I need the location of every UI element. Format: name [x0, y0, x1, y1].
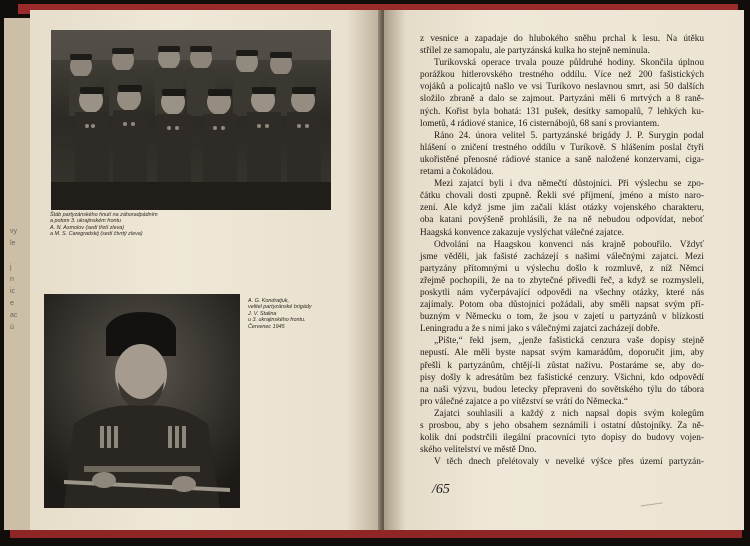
text-line: jsme věděli, jak fašisté zacházejí s našimi válečnými zajatci. Mezi — [420, 251, 704, 262]
text-line: Odvolání na Haagskou konvenci nás krajně pobouřilo. Vždyť — [434, 239, 704, 250]
text-line: čátku chovali dosti zpupně. Řekli své příjmení, jméno a místo naro- — [420, 191, 704, 202]
strip-letter: n — [10, 276, 14, 283]
text-line: ných. Kořist byla bohatá: 131 pušek, desítky samopalů, 7 lehkých ku- — [420, 106, 704, 117]
text-line: retami a čokoládou. — [420, 167, 494, 178]
text-line: „Pište,“ řekl jsem, „jenže fašistická cenzura vaše dopisy stejně — [434, 336, 704, 347]
text-line: oba katani povýšeně prohlásili, že na ně nebudou odpovídat, neboť — [420, 215, 704, 226]
text-line: vojáků a policajtů našlo ve vsi Turíkovo neslavnou smrt, asi 50 dalších — [420, 82, 704, 93]
text-line: Turíkovská operace trvala pouze půldruhé hodiny. Skončila úplnou — [434, 58, 704, 69]
text-line: Leningradu a že s nimi jako s válečnými zajatci zacházejí dobře. — [420, 324, 660, 335]
text-line: na naši výzvu, budou letecky přepraveni do sovětského týlu do tábora — [420, 384, 704, 395]
strip-letter: e — [10, 300, 14, 307]
page-body-text — [420, 33, 704, 468]
caption-line: Štáb partyzánského hnutí na záhoradpádním — [50, 212, 158, 218]
strip-letter: ac — [10, 312, 18, 319]
portrait-photo — [44, 294, 240, 508]
strip-letter: j — [10, 264, 12, 271]
text-line: Zajatci souhlasili a každý z nich napsal dopis svým kolegům — [434, 408, 704, 419]
text-line: Haagská konvence zakazuje vyslýchat válečné zajatce. — [420, 227, 624, 238]
caption-line: u 3. ukrajinského frontu. — [248, 317, 306, 324]
group-photo-icon — [51, 30, 331, 210]
caption-line: a potom 3. ukrajinském frontu — [50, 218, 122, 225]
text-line: s prosbou, aby s jeho obsahem seznámili i ostatní důstojníky. Za ně- — [420, 421, 704, 431]
text-line: lometů, 4 rádiové stanice, 16 cisternábojů, 68 saní s proviantem. — [420, 118, 660, 129]
text-line: partyzány přítomnými u výslechu došlo k rozmluvě, z níž Němci — [420, 263, 704, 274]
portrait-photo-caption — [248, 298, 332, 330]
text-line: zení. Ale když jsme jim začali klást otázky vojenského charakteru, — [420, 203, 704, 214]
text-line: zřejmě pochopili, že na to zbytečné přivedli řeč, a když se rozmysleli, — [420, 275, 704, 286]
text-line: ukořistěné přenosné rádiové stanice a saně naložené konzervami, ciga- — [420, 154, 704, 165]
text-line: Mezi zajatci byli i dva němečtí důstojníci. Při výslechu se zpo- — [434, 179, 704, 190]
strip-letter: ic — [10, 288, 16, 295]
text-line: nepustí. Ale měli byste napsat svým kamarádům, doporučit jim, aby — [420, 348, 704, 359]
caption-line: a M. S. Caregradskij (sedí čtvrtý zleva) — [50, 231, 143, 238]
text-line: hlášení o zničení trestného oddílu v Turíkově. S hlášením poslal čtyři — [420, 142, 704, 153]
strip-letter: le — [10, 240, 16, 247]
text-line: poskytli nám vyčerpávající odpovědi na všechny otázky, které nás — [420, 287, 704, 298]
group-photo-caption — [50, 212, 230, 238]
caption-line: A. G. Kondratjuk, — [248, 298, 290, 304]
caption-line: Červenec 1945 — [248, 323, 285, 330]
portrait-photo-icon — [44, 294, 240, 508]
text-line: V těch dnech přelétovaly v nevelké výšce přes území partyzán- — [434, 457, 704, 468]
caption-line: A. N. Asmolov (sedí třetí zleva) — [50, 224, 125, 231]
caption-line: J. V. Stalina — [248, 310, 277, 317]
text-line: z vesnice a zapadaje do hlubokého sněhu prchal k lesu. Na útěku — [420, 34, 704, 44]
text-line: složilo zbraně a dalo se zajmout. Partyzáni měli 6 mrtvých a 8 raně- — [420, 94, 704, 105]
text-line: pisy došly k adresátům bez fašistické cenzury. Všichni, kdo odpovědí — [420, 372, 704, 383]
strip-letter: ú — [10, 324, 14, 331]
caption-line: velitel partyzánské brigády — [248, 304, 312, 311]
page-number: /65 — [432, 482, 450, 497]
text-line: Ráno 24. února velitel 5. partyzánské brigády J. P. Surygin podal — [434, 130, 704, 141]
text-line: střílel ze samopalu, ale partyzánská kulka ho stejně neminula. — [420, 46, 650, 57]
group-photo — [51, 30, 331, 210]
text-line: porážkou hitlerovského trestného oddílu. Více než 200 fašistických — [420, 70, 704, 81]
strip-letter: vy — [10, 228, 17, 235]
text-line: buzným v Německu o tom, že jsou v zajetí u partyzánů v blízkosti — [420, 312, 704, 323]
text-line: ského velitelství ve městě Dno. — [420, 445, 537, 456]
text-line: zajímaly. Potom oba důstojníci požádali, aby směli napsat svým pří- — [420, 300, 704, 311]
text-line: kolik dní podstrčili ilegální pracovníci tyto dopisy do budovy vojen- — [420, 433, 704, 444]
text-line: přešli k partyzánům, chtějí-li zůstat naživu. Postaráme se, aby do- — [420, 360, 704, 371]
text-line: pro válečné zajatce a po vítězství se vrátí do Německa.“ — [420, 396, 629, 407]
